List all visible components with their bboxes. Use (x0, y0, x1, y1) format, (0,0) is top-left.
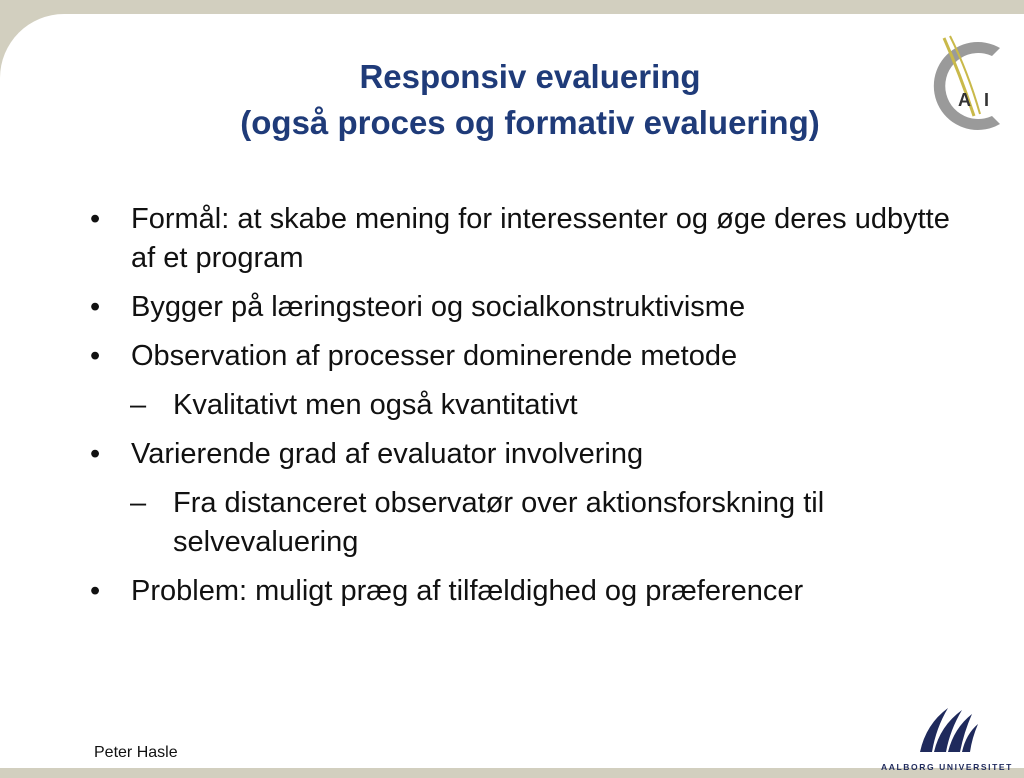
au-wave-icon (920, 708, 978, 752)
sub-bullet-item (90, 484, 970, 562)
title-line-2: (også proces og formativ evaluering) (240, 104, 820, 141)
bullet-text: Bygger på læringsteori og socialkonstruktivisme (131, 291, 746, 323)
slide-title (150, 54, 910, 146)
bullet-item (90, 337, 970, 376)
cai-c-shape (934, 42, 1000, 130)
sub-bullet-text: Fra distanceret observatør over aktionsforskning til selvevaluering (173, 487, 825, 558)
bullet-item (90, 572, 970, 611)
bullet-text: Varierende grad af evaluator involvering (131, 438, 644, 470)
cai-letter-a: A (958, 90, 971, 110)
bullet-item (90, 435, 970, 474)
footer-author: Peter Hasle (94, 744, 178, 761)
bullet-list (90, 200, 970, 621)
bullet-text: Formål: at skabe mening for interessenter og øge deres udbytte af et program (131, 203, 950, 274)
bullet-symbol: • (90, 291, 101, 323)
cai-letter-i: I (984, 90, 990, 110)
bullet-item (90, 288, 970, 327)
bullet-symbol: • (90, 438, 101, 470)
bullet-symbol: • (90, 340, 101, 372)
sub-bullet-item (90, 386, 970, 425)
bullet-symbol: • (90, 575, 101, 607)
bullet-symbol: • (90, 203, 101, 235)
bullet-item (90, 200, 970, 278)
title-line-1: Responsiv evaluering (359, 58, 701, 95)
slide-background (0, 14, 1024, 772)
bullet-text: Observation af processer dominerende metode (131, 340, 738, 372)
au-wordmark: AALBORG UNIVERSITET (881, 762, 1013, 772)
cai-logo (930, 34, 1014, 138)
sub-bullet-symbol: – (130, 389, 147, 421)
bullet-text: Problem: muligt præg af tilfældighed og præferencer (131, 575, 804, 607)
sub-bullet-symbol: – (130, 487, 147, 519)
sub-bullet-text: Kvalitativt men også kvantitativt (173, 389, 578, 421)
